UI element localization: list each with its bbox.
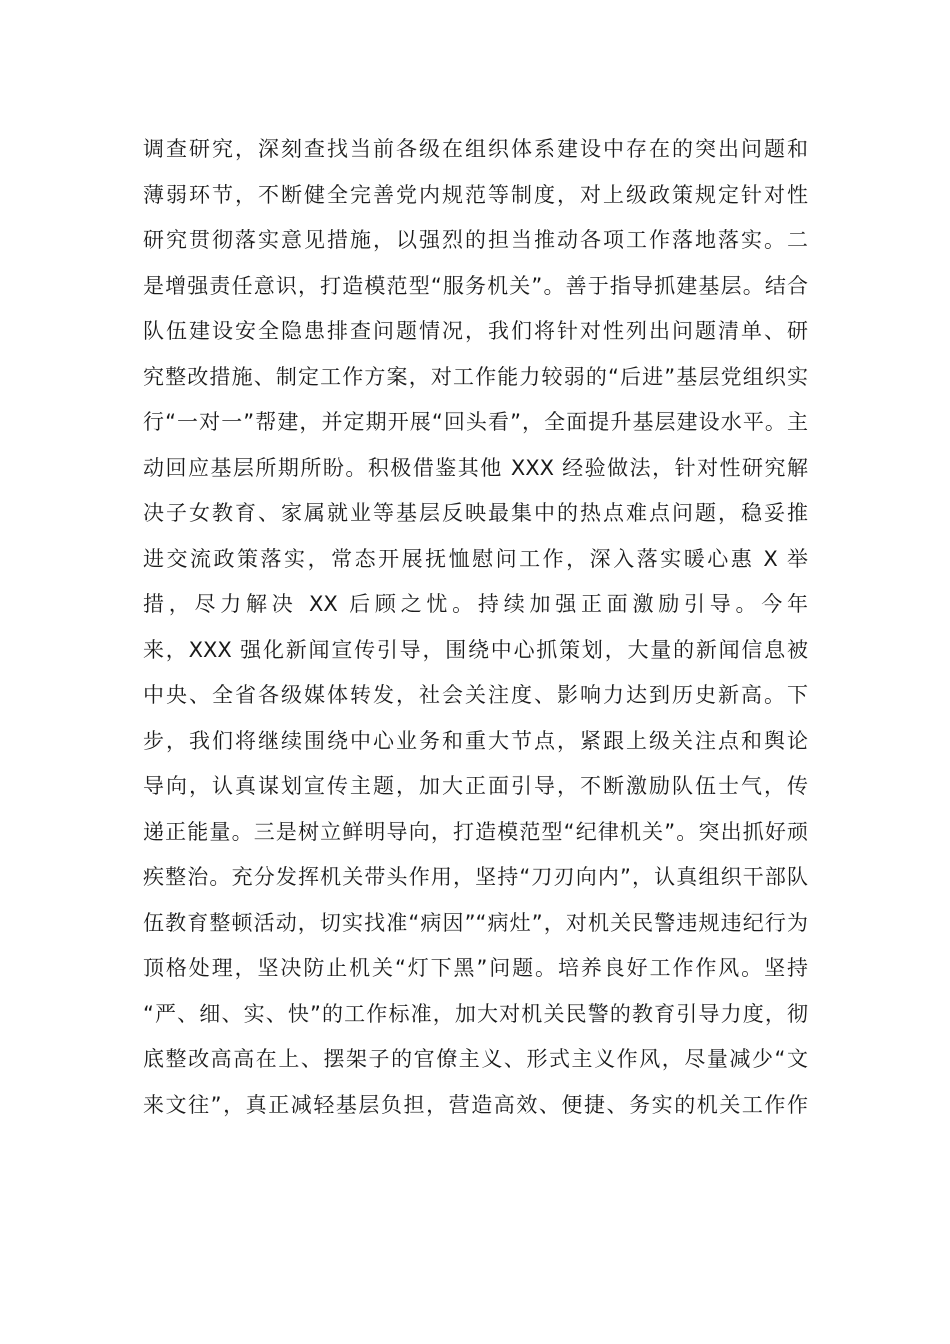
text-line: 底整改高高在上、摆架子的官僚主义、形式主义作风，尽量减少“文 xyxy=(143,1047,808,1071)
text-line: 中央、全省各级媒体转发，社会关注度、影响力达到历史新高。下 xyxy=(143,683,808,707)
text-line: 来，XXX 强化新闻宣传引导，围绕中心抓策划，大量的新闻信息被 xyxy=(143,637,808,662)
text-line: 来文往”，真正减轻基层负担，营造高效、便捷、务实的机关工作作 xyxy=(143,1092,808,1117)
text-line: 究整改措施、制定工作方案，对工作能力较弱的“后进”基层党组织实 xyxy=(143,364,808,389)
text-line: 措，尽力解决 XX 后顾之忧。持续加强正面激励引导。今年 xyxy=(143,592,808,616)
text-line: 行“一对一”帮建，并定期开展“回头看”，全面提升基层建设水平。主 xyxy=(143,410,808,434)
text-line: 伍教育整顿活动，切实找准“病因”“病灶”，对机关民警违规违纪行为 xyxy=(143,910,808,935)
text-line: 决子女教育、家属就业等基层反映最集中的热点难点问题，稳妥推 xyxy=(143,501,808,525)
text-line: 队伍建设安全隐患排查问题情况，我们将针对性列出问题清单、研 xyxy=(143,319,808,343)
text-line: 动回应基层所期所盼。积极借鉴其他 XXX 经验做法，针对性研究解 xyxy=(143,455,808,480)
body-paragraph xyxy=(143,127,808,1128)
text-line: 研究贯彻落实意见措施，以强烈的担当推动各项工作落地落实。二 xyxy=(143,228,808,252)
text-line: “严、细、实、快”的工作标准，加大对机关民警的教育引导力度，彻 xyxy=(143,1001,808,1026)
text-line: 顶格处理，坚决防止机关“灯下黑”问题。培养良好工作作风。坚持 xyxy=(143,956,808,980)
text-line: 是增强责任意识，打造模范型“服务机关”。善于指导抓建基层。结合 xyxy=(143,273,808,298)
text-line: 导向，认真谋划宣传主题，加大正面引导，不断激励队伍士气，传 xyxy=(143,774,808,798)
text-line: 进交流政策落实，常态开展抚恤慰问工作，深入落实暖心惠 X 举 xyxy=(143,546,808,571)
text-line: 步，我们将继续围绕中心业务和重大节点，紧跟上级关注点和舆论 xyxy=(143,728,808,753)
text-line: 薄弱环节，不断健全完善党内规范等制度，对上级政策规定针对性 xyxy=(143,182,808,207)
text-line: 递正能量。三是树立鲜明导向，打造模范型“纪律机关”。突出抓好顽 xyxy=(143,819,808,844)
text-line: 调查研究，深刻查找当前各级在组织体系建设中存在的突出问题和 xyxy=(143,137,808,161)
text-line: 疾整治。充分发挥机关带头作用，坚持“刀刃向内”，认真组织干部队 xyxy=(143,865,808,889)
